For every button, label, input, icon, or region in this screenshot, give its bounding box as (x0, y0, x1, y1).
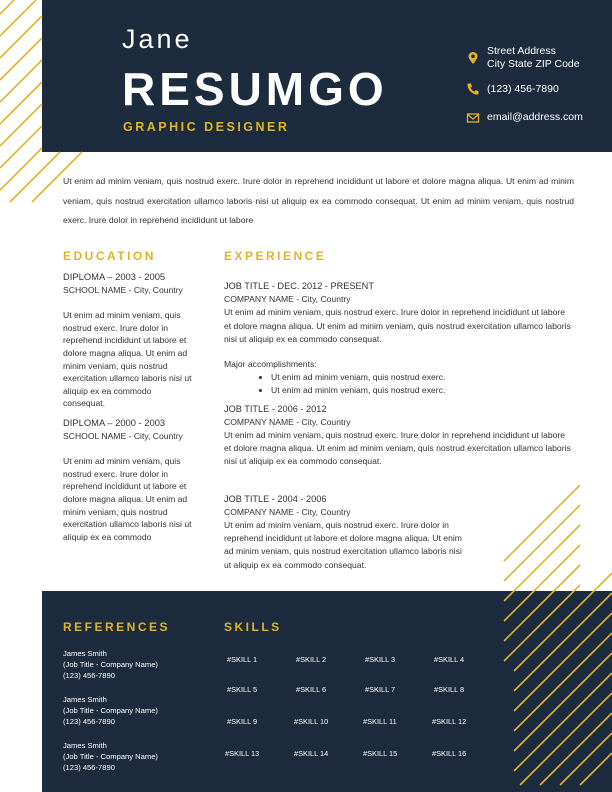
reference-role: (Job Title - Company Name) (63, 660, 158, 669)
accomplishment-item: • Ut enim ad minim veniam, quis nostrud exerc. (271, 384, 574, 397)
education-degree: DIPLOMA – 2000 - 2003 (63, 416, 166, 428)
skill-item: #SKILL 11 (363, 717, 397, 726)
skill-item: #SKILL 7 (365, 685, 396, 694)
job-title: GRAPHIC DESIGNER (123, 120, 290, 134)
education-description: Ut enim ad minim veniam, quis nostrud exerc. Irure dolor in reprehend incididunt ut labore et dolore magna aliqua. Ut enim ad minim veniam, quis nostrud exercitation ullamco laboris nisi ut aliquip ex ea commodo consequat. (63, 310, 192, 409)
skill-item: #SKILL 10 (294, 717, 329, 726)
skill-item: #SKILL 13 (225, 749, 260, 758)
job-entry-title: JOB TITLE - 2006 - 2012 (224, 403, 327, 414)
map-pin-icon (466, 51, 480, 65)
education-heading: EDUCATION (63, 249, 156, 263)
job-entry-description: Ut enim ad minim veniam, quis nostrud exerc. Irure dolor in reprehend incididunt ut labore et dolore magna aliqua. Ut enim ad minim veniam, quis nostrud exercitation ullamco laboris nisi ut aliquip ex ea commodo consequat. (224, 520, 462, 570)
skill-item: #SKILL 12 (432, 717, 467, 726)
accomplishments-label: Major accomplishments: (224, 359, 317, 370)
reference-role: (Job Title - Company Name) (63, 752, 158, 761)
job-entry-company: COMPANY NAME - City, Country (224, 416, 351, 427)
reference-role: (Job Title - Company Name) (63, 706, 158, 715)
job-entry-company: COMPANY NAME - City, Country (224, 294, 351, 305)
skill-item: #SKILL 8 (434, 685, 465, 694)
education-school: SCHOOL NAME - City, Country (63, 430, 183, 441)
address-line-1: Street Address (487, 45, 556, 57)
reference-phone: (123) 456-7890 (63, 763, 115, 772)
job-entry-company: COMPANY NAME - City, Country (224, 506, 351, 517)
education-list (63, 271, 193, 543)
accomplishment-item: • Ut enim ad minim veniam, quis nostrud exerc. (271, 371, 574, 384)
phone-number: (123) 456-7890 (487, 83, 559, 95)
job-entry-title: JOB TITLE - 2004 - 2006 (224, 493, 327, 504)
email-address: email@address.com (487, 111, 583, 123)
last-name: RESUMGO (122, 63, 388, 115)
experience-heading: EXPERIENCE (224, 249, 327, 263)
reference-phone: (123) 456-7890 (63, 717, 115, 726)
education-degree: DIPLOMA – 2003 - 2005 (63, 271, 166, 282)
address-line-2: City State ZIP Code (487, 58, 580, 70)
phone-icon (466, 82, 480, 96)
references-heading: REFERENCES (63, 620, 171, 634)
skill-item: #SKILL 4 (434, 655, 465, 664)
reference-item (63, 740, 158, 773)
accomplishments-list (224, 371, 574, 397)
decorative-stripes-right (500, 485, 612, 792)
envelope-icon (466, 111, 480, 125)
reference-name: James Smith (63, 649, 107, 658)
job-entry-title: JOB TITLE - DEC. 2012 - PRESENT (224, 281, 374, 291)
profile-summary: Ut enim ad minim veniam, quis nostrud exerc. Irure dolor in reprehend incididunt ut labore et dolore magna aliqua. Ut enim ad minim veniam, quis nostrud exercitation ullamco laboris nisi ut aliquip ex ea commodo consequat. Ut enim ad minim veniam, quis nostrud exerc. Irure dolor in reprehend incididunt ut labore (63, 176, 574, 225)
job-entry-description: Ut enim ad minim veniam, quis nostrud exerc. Irure dolor in reprehend incididunt ut labore et dolore magna aliqua. Ut enim ad minim veniam, quis nostrud exercitation ullamco laboris nisi ut aliquip ex ea commodo consequat. (224, 430, 571, 467)
reference-name: James Smith (63, 695, 107, 704)
reference-item (63, 648, 158, 681)
skill-item: #SKILL 2 (296, 655, 327, 664)
reference-name: James Smith (63, 741, 107, 750)
skill-item: #SKILL 3 (365, 655, 396, 664)
skill-item: #SKILL 16 (432, 749, 467, 758)
education-school: SCHOOL NAME - City, Country (63, 284, 183, 295)
skills-heading: SKILLS (224, 620, 282, 634)
skill-item: #SKILL 6 (296, 685, 327, 694)
education-description: Ut enim ad minim veniam, quis nostrud exerc. Irure dolor in reprehend incididunt ut labore et dolore magna aliqua. Ut enim ad minim veniam, quis nostrud exercitation ullamco laboris nisi ut aliquip ex ea commodo (63, 456, 192, 542)
skill-item: #SKILL 5 (227, 685, 258, 694)
skill-item: #SKILL 1 (227, 655, 258, 664)
reference-phone: (123) 456-7890 (63, 671, 115, 680)
first-name: Jane (122, 24, 193, 54)
skill-item: #SKILL 15 (363, 749, 398, 758)
skill-item: #SKILL 14 (294, 749, 329, 758)
references-list (63, 648, 158, 786)
skill-item: #SKILL 9 (227, 717, 258, 726)
job-entry-description: Ut enim ad minim veniam, quis nostrud exerc. Irure dolor in reprehend incididunt ut labore et dolore magna aliqua. Ut enim ad minim veniam, quis nostrud exercitation ullamco laboris nisi ut aliquip ex ea commodo consequat. (224, 307, 571, 344)
reference-item (63, 694, 158, 727)
